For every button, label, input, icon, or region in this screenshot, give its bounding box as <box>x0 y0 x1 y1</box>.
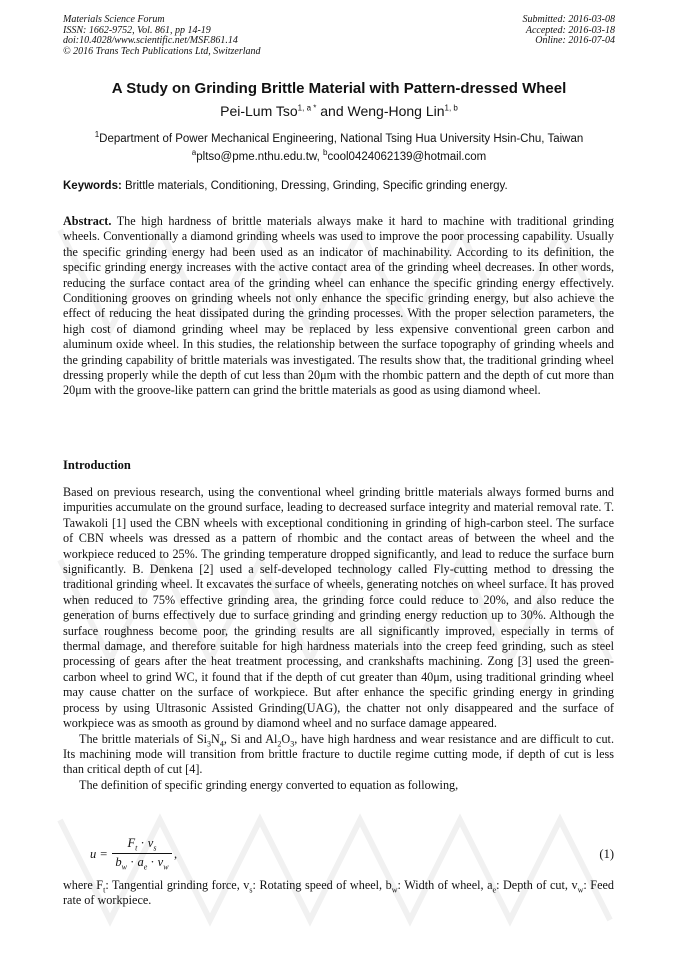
accepted-date: Accepted: 2016-03-18 <box>525 24 615 36</box>
doi-line: doi:10.4028/www.scientific.net/MSF.861.14 <box>63 35 238 46</box>
keywords-text: Brittle materials, Conditioning, Dressing, Grinding, Specific grinding energy. <box>121 180 508 192</box>
author-2: Weng-Hong Lin <box>347 103 445 119</box>
email-b-mark: b <box>323 148 328 158</box>
author-and: and <box>316 103 348 119</box>
paper-title: A Study on Grinding Brittle Material with Pattern-dressed Wheel <box>111 80 567 97</box>
affiliation-mark: 1 <box>94 130 100 140</box>
emails <box>0 148 678 163</box>
equation-lhs: u = <box>90 847 108 861</box>
intro-paragraph-2: The brittle materials of $Si_3N_4$, Si and $Al_2O_3$, have high hardness and wear resistance and are difficult to cut. Its machining mode will transition from brittle fracture to ductile regime cutting mode, if depth of cut is less than critical depth of cut [4]. <box>63 731 614 777</box>
submitted-date: Submitted: 2016-03-08 <box>522 14 615 25</box>
introduction-body <box>63 485 614 793</box>
author-1-marks: 1, a * <box>297 103 317 113</box>
equation-number: (1) <box>599 847 614 861</box>
email-a[interactable]: pltso@pme.nthu.edu.tw, <box>196 151 323 163</box>
journal-name: Materials Science Forum <box>63 14 165 25</box>
abstract-text: The high hardness of brittle materials always make it hard to machine with traditional grinding wheels. Conventionally a diamond grinding wheels was used to improve the poor processing capability. Usually the specific grinding energy had been used as an indicator of machinability. According to its definition, the specific grinding energy increases with the active contact area of the grinding wheel decreases. In other words, reducing the surface contact area of the grinding wheel can enhance the specific grinding energy effectively. Conditioning grooves on grinding wheels not only enhance the specific grinding energy, but also achieve the effect of reducing the heat dissipated during the grinding processes. With the proper selection parameters, the high cost of diamond grinding wheel may be replaced by less expensive conventional green carbon and aluminum oxide wheel. In this studies, the relationship between the surface topography of grinding wheels and the grinding capability of brittle materials was investigated. The results show that, the traditional grinding wheel dressing properly while the depth of cut less than 20μm with the rhombic pattern and the depth of cut more than 20μm with the groove-like pattern can grind the brittle materials as good as using diamond wheel. <box>63 214 614 398</box>
keywords <box>63 180 623 192</box>
journal-info <box>63 15 261 57</box>
intro-paragraph-1: Based on previous research, using the conventional wheel grinding brittle materials always formed burns and impurities accumulate on the ground surface, leading to decreased surface integrity and material removal rate. T. Tawakoli [1] used the CBN wheels with exceptional conditioning in grinding of high-carbon steel. The surface of CBN wheels was dressed as a pattern of rhombic and the contact areas of between the wheel and the workpiece reduced to 25%. The grinding temperature dropped significantly, and lead to reduce the surface burn significantly. B. Denkena [2] used a self-developed technology called Fly-cutting method to dressing the traditional grinding wheel. It excavates the surface of wheels, generating notches on wheel surface. It has proved when reduced to 75% effective grinding area, the grinding force could reduce to 20%, and also reduce the generation of burns effectively due to surface grinding and grinding energy reduction up to 30%. Although the surface roughness become poor, the grinding results are all significantly improved, especially in terms of thermal damage, and therefore suitable for high hardness materials into the creep feed grinding, such as steel processing of gears after the heat treatment processing, and crankshafts machining. Zong [3] used the green-carbon wheel to grind WC, it found that if the depth of cut greater than 40μm, using traditional grinding wheel may cause chatter on the surface of workpiece. But after enhance the specific grinding energy in grinding process by using Ultrasonic Assisted Grinding(UAG), the chatter not only disappeared and the surface of workpiece was as smooth as ground by diamond wheel and no surface damage appeared. <box>63 485 614 731</box>
dates-info <box>523 15 616 47</box>
copyright-line: © 2016 Trans Tech Publications Ltd, Switzerland <box>63 45 261 57</box>
author-2-marks: 1, b <box>444 103 458 113</box>
keywords-label: Keywords: <box>63 180 122 192</box>
equation-fraction <box>112 836 172 870</box>
equation-denominator: $b_w \cdot a_e \cdot v_w$ <box>112 853 172 870</box>
equation-numerator: $F_t \cdot v_s$ <box>127 836 157 853</box>
author-line <box>0 103 678 119</box>
equation-comma: , <box>174 847 178 861</box>
abstract-label: Abstract. <box>63 214 112 228</box>
abstract <box>63 214 614 399</box>
author-1: Pei-Lum Tso <box>220 103 298 119</box>
section-heading-introduction: Introduction <box>63 458 131 472</box>
equation-variable-definitions: where $F_t$: Tangential grinding force, $v_s$: Rotating speed of wheel, $b_w$: Width of wheel, $a_e$: Depth of cut, $v_w$: Feed rate of workpiece. <box>63 878 614 908</box>
affiliation <box>0 130 678 145</box>
online-date: Online: 2016-07-04 <box>535 35 615 46</box>
email-a-mark: a <box>191 148 197 158</box>
affiliation-text: Department of Power Mechanical Engineering, National Tsing Hua University Hsin-Chu, Taiwan <box>99 133 584 145</box>
equation-1 <box>90 836 614 876</box>
email-b[interactable]: cool0424062139@hotmail.com <box>327 151 487 163</box>
intro-paragraph-3: The definition of specific grinding energy converted to equation as following, <box>79 777 459 792</box>
issn-line: ISSN: 1662-9752, Vol. 861, pp 14-19 <box>63 24 211 36</box>
